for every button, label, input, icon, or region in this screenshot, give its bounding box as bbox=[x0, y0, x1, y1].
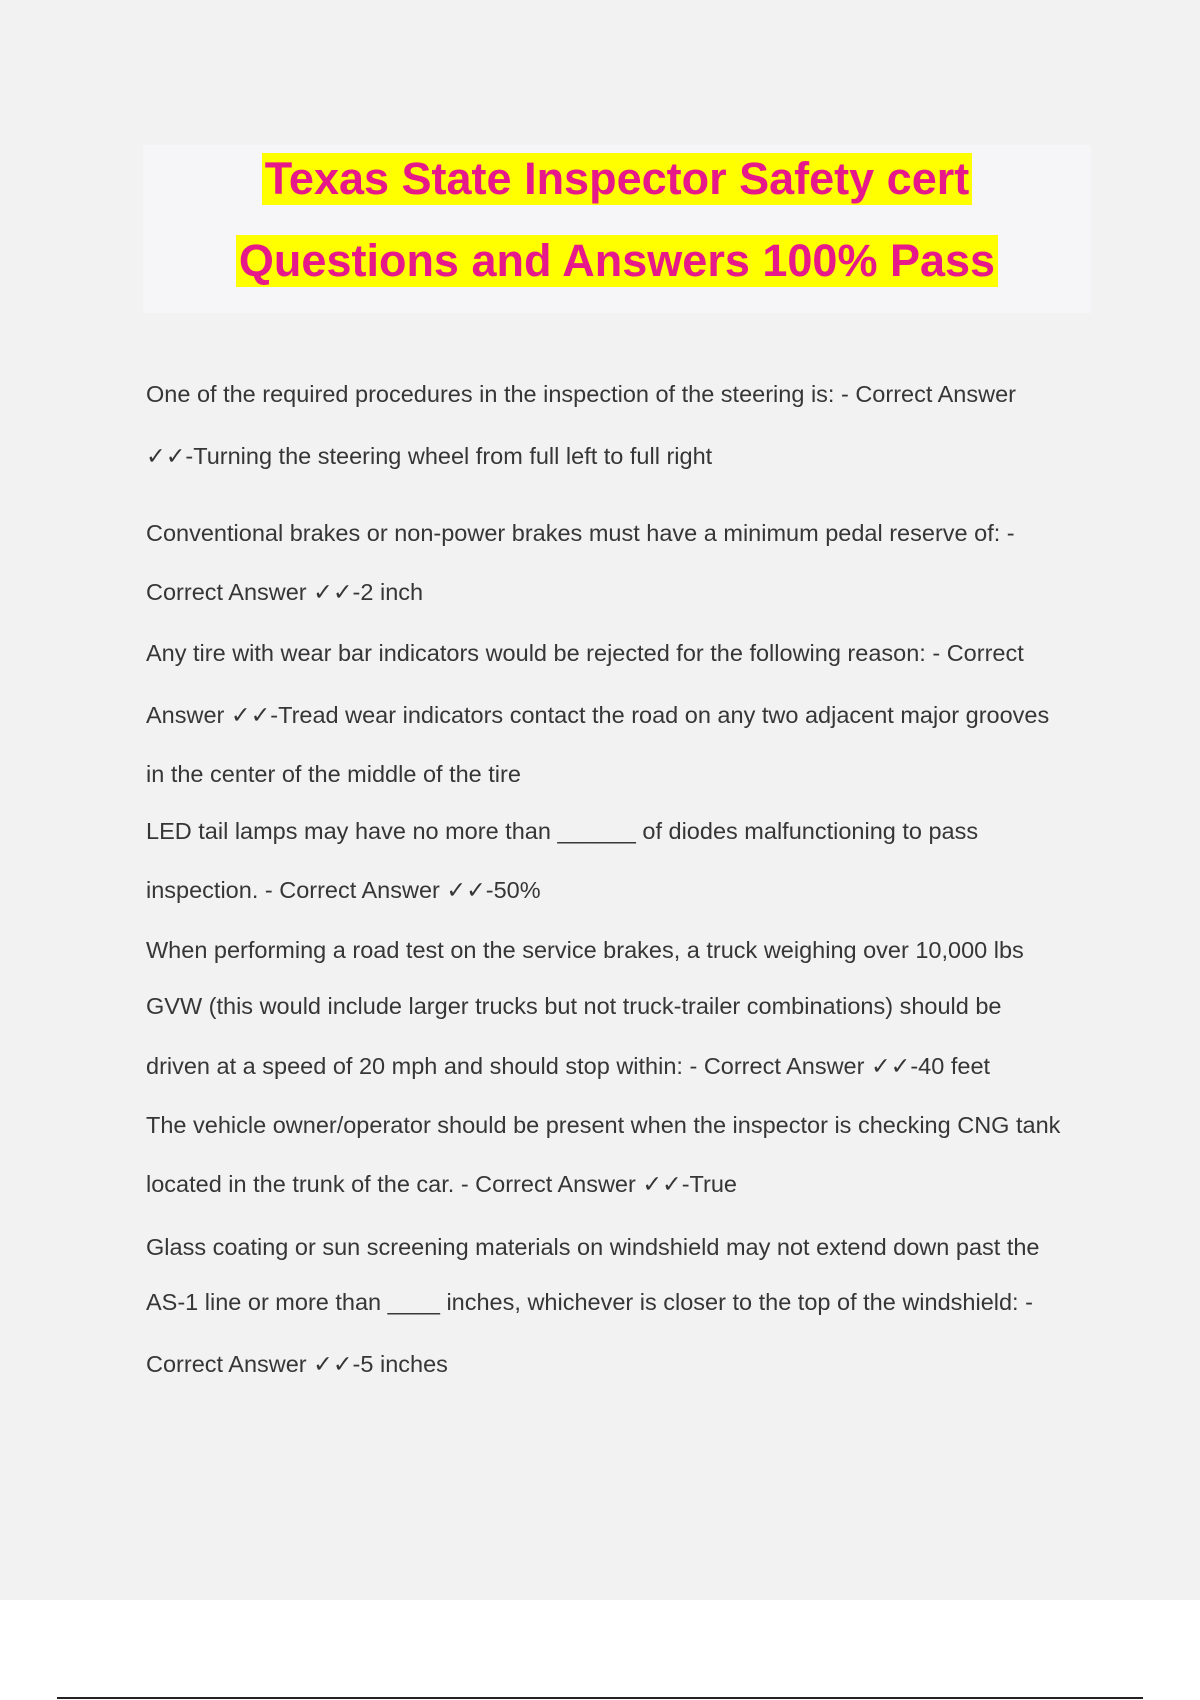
qa-line: The vehicle owner/operator should be present when the inspector is checking CNG tank bbox=[146, 1112, 1061, 1138]
qa-line: in the center of the middle of the tire bbox=[146, 761, 521, 787]
qa-line: inspection. - Correct Answer ✓✓-50% bbox=[146, 877, 541, 903]
document-title-line-2: Questions and Answers 100% Pass bbox=[236, 235, 998, 287]
qa-line: One of the required procedures in the inspection of the steering is: - Correct Answer bbox=[146, 381, 1016, 407]
qa-line: driven at a speed of 20 mph and should stop within: - Correct Answer ✓✓-40 feet bbox=[146, 1053, 991, 1079]
qa-line: Correct Answer ✓✓-2 inch bbox=[146, 579, 424, 605]
footer-divider bbox=[57, 1697, 1143, 1699]
title-banner bbox=[143, 145, 1091, 313]
qa-line: Glass coating or sun screening materials on windshield may not extend down past the bbox=[146, 1234, 1040, 1260]
qa-line: GVW (this would include larger trucks but not truck-trailer combinations) should be bbox=[146, 993, 1002, 1019]
qa-line: LED tail lamps may have no more than ______ of diodes malfunctioning to pass bbox=[146, 818, 979, 844]
document-title-line-1: Texas State Inspector Safety cert bbox=[262, 153, 972, 205]
qa-line: Any tire with wear bar indicators would be rejected for the following reason: - Correct bbox=[146, 640, 1024, 666]
qa-line: Correct Answer ✓✓-5 inches bbox=[146, 1351, 448, 1377]
qa-line: located in the trunk of the car. - Correct Answer ✓✓-True bbox=[146, 1171, 737, 1197]
qa-line: When performing a road test on the service brakes, a truck weighing over 10,000 lbs bbox=[146, 937, 1024, 963]
qa-line: AS-1 line or more than ____ inches, whichever is closer to the top of the windshield: - bbox=[146, 1289, 1033, 1315]
qa-line: ✓✓-Turning the steering wheel from full left to full right bbox=[146, 443, 713, 469]
qa-line: Conventional brakes or non-power brakes must have a minimum pedal reserve of: - bbox=[146, 520, 1015, 546]
qa-line: Answer ✓✓-Tread wear indicators contact the road on any two adjacent major grooves bbox=[146, 702, 1050, 728]
